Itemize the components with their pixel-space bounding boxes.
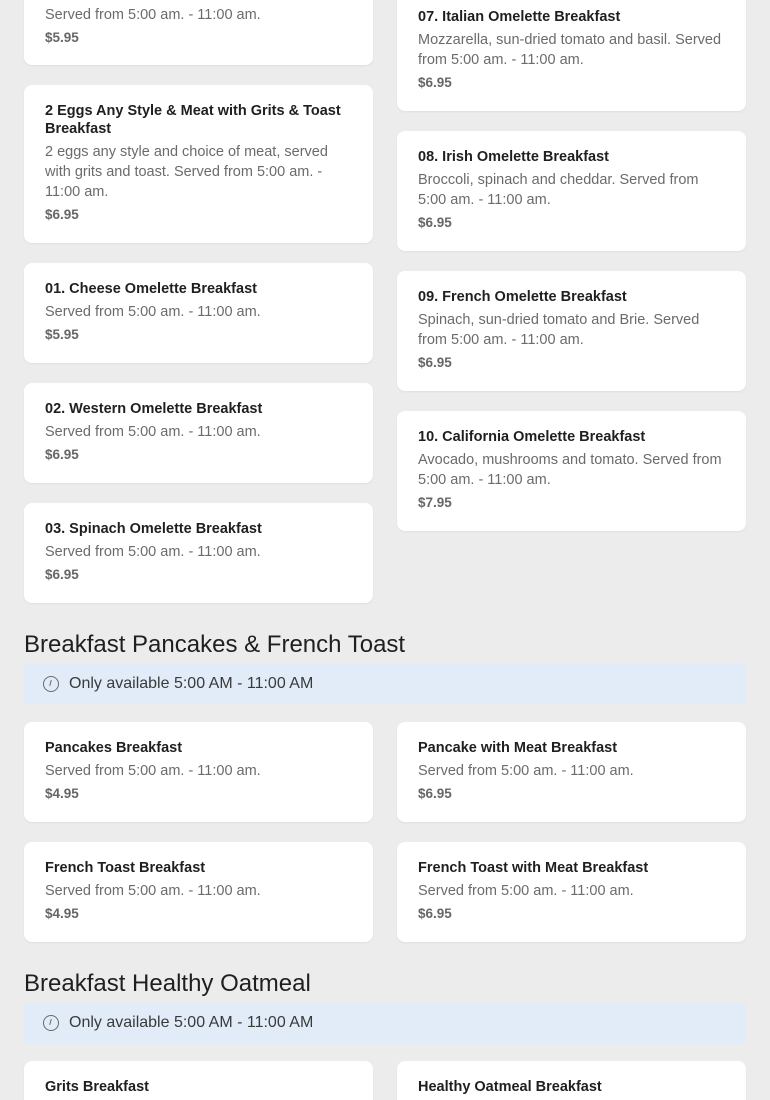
item-price: $6.95 — [418, 786, 452, 801]
item-name: Pancake with Meat Breakfast — [418, 740, 618, 756]
section-title: Breakfast Healthy Oatmeal — [24, 970, 311, 997]
menu-item-card[interactable] — [24, 722, 373, 822]
item-description: Spinach, sun-dried tomato and Brie. Served from 5:00 am. - 11:00 am. — [418, 312, 700, 348]
item-description: Mozzarella, sun-dried tomato and basil. Served from 5:00 am. - 11:00 am. — [418, 32, 722, 68]
menu-item-card[interactable] — [24, 383, 373, 483]
menu-item-card[interactable] — [24, 842, 373, 942]
menu-item-card[interactable] — [397, 131, 746, 251]
item-price: $6.95 — [418, 906, 452, 921]
item-description: Served from 5:00 am. - 11:00 am. — [418, 883, 634, 899]
item-name: 03. Spinach Omelette Breakfast — [45, 521, 262, 537]
item-description: Avocado, mushrooms and tomato. Served from 5:00 am. - 11:00 am. — [418, 452, 722, 488]
section-title: Breakfast Pancakes & French Toast — [24, 631, 406, 658]
item-price: $5.95 — [45, 327, 79, 342]
item-name: Pancakes Breakfast — [45, 740, 183, 756]
item-description: Served from 5:00 am. - 11:00 am. — [45, 883, 261, 899]
availability-notice — [24, 664, 746, 704]
item-name: 10. California Omelette Breakfast — [418, 429, 646, 445]
item-description: Served from 5:00 am. - 11:00 am. — [45, 304, 261, 320]
item-description: Served from 5:00 am. - 11:00 am. — [45, 763, 261, 779]
item-description: Served from 5:00 am. - 11:00 am. — [418, 763, 634, 779]
availability-notice — [24, 1003, 746, 1043]
item-name: 07. Italian Omelette Breakfast — [418, 9, 621, 25]
item-price: $5.95 — [45, 30, 79, 45]
item-name: French Toast Breakfast — [45, 860, 206, 876]
item-price: $4.95 — [45, 906, 79, 921]
item-name: French Toast with Meat Breakfast — [418, 860, 649, 876]
item-name: Healthy Oatmeal Breakfast — [418, 1079, 602, 1095]
item-description: Broccoli, spinach and cheddar. Served from 5:00 am. - 11:00 am. — [418, 172, 699, 208]
menu-item-card[interactable] — [24, 1061, 373, 1100]
menu-item-card[interactable] — [397, 1061, 746, 1100]
item-price: $6.95 — [418, 215, 452, 230]
item-price: $6.95 — [45, 567, 79, 582]
item-price: $7.95 — [418, 495, 452, 510]
item-price: $6.95 — [45, 207, 79, 222]
availability-notice-text: Only available 5:00 AM - 11:00 AM — [69, 675, 314, 692]
menu-item-card[interactable] — [397, 271, 746, 391]
item-price: $6.95 — [418, 355, 452, 370]
menu-item-card[interactable] — [397, 411, 746, 531]
clock-icon — [43, 1015, 59, 1031]
availability-notice-text: Only available 5:00 AM - 11:00 AM — [69, 1014, 314, 1031]
menu-item-card[interactable] — [24, 0, 373, 65]
item-name: 2 Eggs Any Style & Meat with Grits & Toast Breakfast — [45, 103, 341, 137]
item-name: Grits Breakfast — [45, 1079, 149, 1095]
menu-item-card[interactable] — [397, 722, 746, 822]
item-price: $6.95 — [45, 447, 79, 462]
item-name: 08. Irish Omelette Breakfast — [418, 149, 610, 165]
item-description: Served from 5:00 am. - 11:00 am. — [45, 544, 261, 560]
item-name: 02. Western Omelette Breakfast — [45, 401, 263, 417]
menu-item-card[interactable] — [24, 503, 373, 603]
menu-item-card[interactable] — [397, 842, 746, 942]
item-description: Served from 5:00 am. - 11:00 am. — [45, 7, 261, 23]
item-price: $4.95 — [45, 786, 79, 801]
item-description: 2 eggs any style and choice of meat, served with grits and toast. Served from 5:00 am. - 11:00 am. — [45, 144, 328, 200]
menu-item-card[interactable] — [24, 85, 373, 243]
menu-item-card[interactable] — [397, 0, 746, 111]
item-name: 01. Cheese Omelette Breakfast — [45, 281, 257, 297]
item-name: 09. French Omelette Breakfast — [418, 289, 627, 305]
menu-item-card[interactable] — [24, 263, 373, 363]
clock-icon — [43, 676, 59, 692]
item-price: $6.95 — [418, 75, 452, 90]
item-description: Served from 5:00 am. - 11:00 am. — [45, 424, 261, 440]
